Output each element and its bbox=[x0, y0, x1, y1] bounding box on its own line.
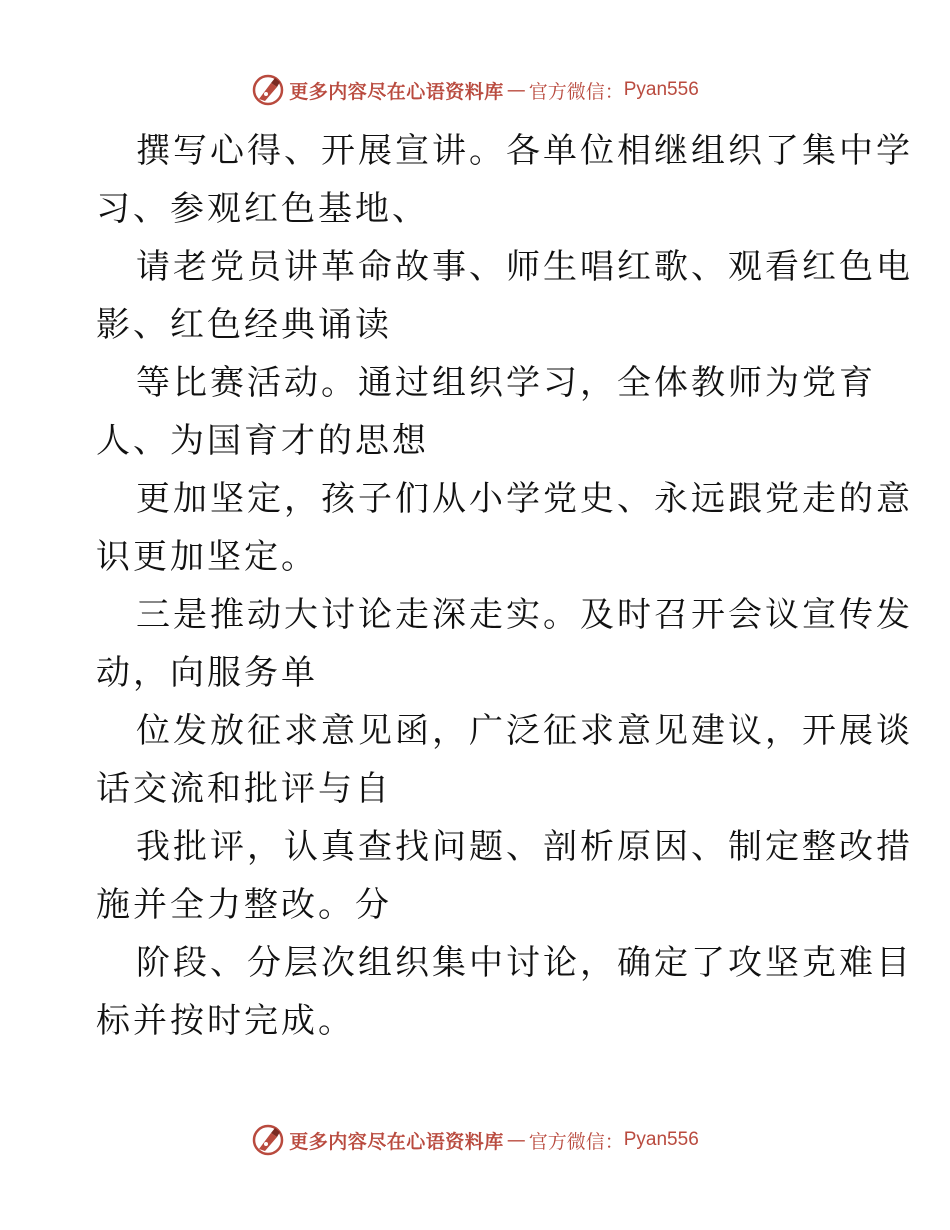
paragraph bbox=[96, 934, 913, 1050]
paragraph-line: 人、为国育才的思想 bbox=[96, 421, 429, 461]
footer-separator: — bbox=[506, 1129, 526, 1151]
paragraph bbox=[96, 470, 913, 586]
footer-watermark-banner bbox=[0, 1120, 950, 1160]
paragraph-line: 我批评，认真查找问题、剖析原因、制定整改措 bbox=[136, 827, 913, 867]
paragraph bbox=[96, 238, 913, 354]
paragraph-line: 三是推动大讨论走深走实。及时召开会议宣传发 bbox=[136, 595, 913, 635]
paragraph-line: 施并全力整改。分 bbox=[96, 885, 392, 925]
paragraph bbox=[96, 354, 876, 470]
footer-wechat-id: Pyan556 bbox=[623, 1129, 699, 1150]
paragraph-line: 识更加坚定。 bbox=[96, 537, 318, 577]
header-wechat-id: Pyan556 bbox=[623, 79, 699, 100]
header-watermark-banner bbox=[0, 70, 950, 110]
document-body bbox=[96, 122, 913, 1050]
pen-nib-logo-icon bbox=[251, 73, 285, 107]
paragraph-line: 话交流和批评与自 bbox=[96, 769, 392, 809]
paragraph-line: 阶段、分层次组织集中讨论，确定了攻坚克难目 bbox=[136, 943, 913, 983]
header-brand-text: 更多内容尽在心语资料库 bbox=[289, 80, 504, 103]
paragraph-line: 影、红色经典诵读 bbox=[96, 305, 392, 345]
footer-brand-text: 更多内容尽在心语资料库 bbox=[289, 1130, 504, 1153]
paragraph bbox=[96, 702, 913, 818]
paragraph-line: 标并按时完成。 bbox=[96, 1001, 355, 1041]
paragraph-line: 位发放征求意见函，广泛征求意见建议，开展谈 bbox=[136, 711, 913, 751]
paragraph-line: 动，向服务单 bbox=[96, 653, 318, 693]
paragraph-line: 更加坚定，孩子们从小学党史、永远跟党走的意 bbox=[136, 479, 913, 519]
paragraph-line: 撰写心得、开展宣讲。各单位相继组织了集中学 bbox=[136, 131, 913, 171]
header-wechat-label: 官方微信： bbox=[528, 80, 624, 103]
header-separator: — bbox=[506, 79, 526, 101]
paragraph bbox=[96, 818, 913, 934]
paragraph-line: 请老党员讲革命故事、师生唱红歌、观看红色电 bbox=[136, 247, 913, 287]
paragraph bbox=[96, 586, 913, 702]
footer-wechat-label: 官方微信： bbox=[528, 1130, 624, 1153]
paragraph-line: 习、参观红色基地、 bbox=[96, 189, 429, 229]
pen-nib-logo-icon bbox=[251, 1123, 285, 1157]
paragraph-line: 等比赛活动。通过组织学习，全体教师为党育 bbox=[136, 363, 876, 403]
paragraph bbox=[96, 122, 913, 238]
